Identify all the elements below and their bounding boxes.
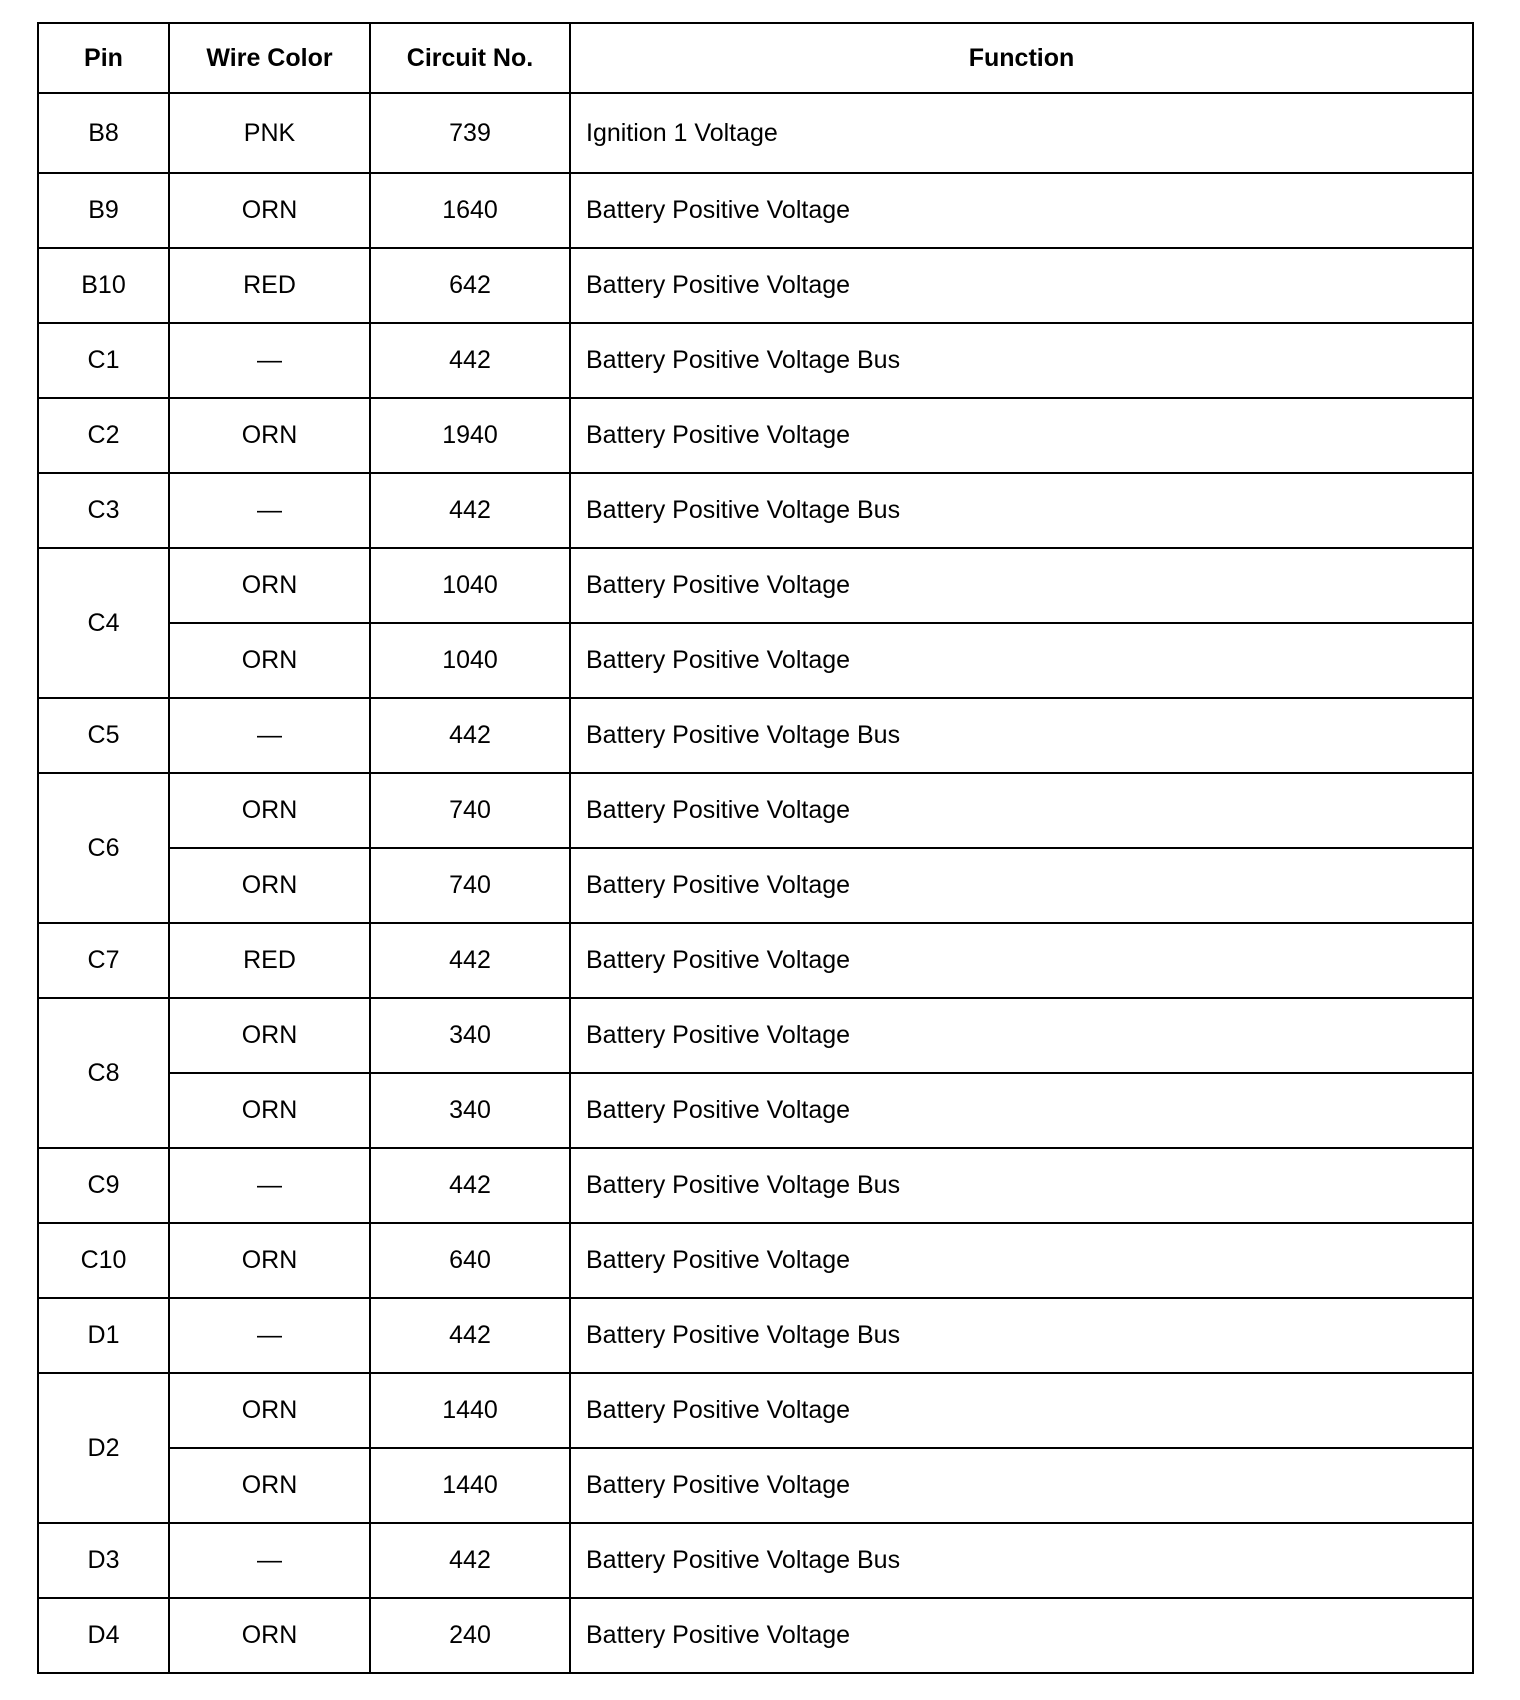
pin-cell: C4	[38, 548, 169, 698]
wire-color-cell: RED	[169, 248, 370, 323]
table-row	[38, 173, 1473, 248]
table-row	[38, 323, 1473, 398]
wire-color-cell: ORN	[169, 548, 370, 623]
wire-color-cell: ORN	[169, 1223, 370, 1298]
pin-cell: C3	[38, 473, 169, 548]
function-cell: Battery Positive Voltage	[570, 173, 1473, 248]
pin-cell: C2	[38, 398, 169, 473]
circuit-cell: 740	[370, 848, 570, 923]
circuit-cell: 442	[370, 1298, 570, 1373]
pin-cell: D3	[38, 1523, 169, 1598]
circuit-cell: 442	[370, 323, 570, 398]
circuit-cell: 442	[370, 698, 570, 773]
pin-cell: D2	[38, 1373, 169, 1523]
wire-color-cell: ORN	[169, 998, 370, 1073]
circuit-cell: 739	[370, 93, 570, 173]
function-cell: Battery Positive Voltage Bus	[570, 1523, 1473, 1598]
function-cell: Battery Positive Voltage	[570, 1373, 1473, 1448]
table-header	[38, 23, 1473, 93]
table-row	[38, 623, 1473, 698]
wire-color-cell: ORN	[169, 173, 370, 248]
circuit-cell: 340	[370, 1073, 570, 1148]
function-cell: Battery Positive Voltage Bus	[570, 473, 1473, 548]
table-row	[38, 1223, 1473, 1298]
table-row	[38, 93, 1473, 173]
table-row	[38, 698, 1473, 773]
header-wire-color: Wire Color	[169, 23, 370, 93]
wire-color-cell: ORN	[169, 1373, 370, 1448]
circuit-cell: 642	[370, 248, 570, 323]
wire-color-cell: —	[169, 473, 370, 548]
circuit-cell: 442	[370, 923, 570, 998]
circuit-cell: 1640	[370, 173, 570, 248]
table-row	[38, 923, 1473, 998]
wire-color-cell: —	[169, 1148, 370, 1223]
wire-color-cell: ORN	[169, 623, 370, 698]
circuit-cell: 1440	[370, 1373, 570, 1448]
wire-color-cell: RED	[169, 923, 370, 998]
wire-color-cell: PNK	[169, 93, 370, 173]
function-cell: Battery Positive Voltage	[570, 1598, 1473, 1673]
function-cell: Battery Positive Voltage	[570, 623, 1473, 698]
circuit-cell: 1440	[370, 1448, 570, 1523]
circuit-cell: 1040	[370, 548, 570, 623]
circuit-cell: 1940	[370, 398, 570, 473]
function-cell: Battery Positive Voltage Bus	[570, 1148, 1473, 1223]
wire-color-cell: —	[169, 323, 370, 398]
circuit-cell: 442	[370, 1148, 570, 1223]
header-circuit-no: Circuit No.	[370, 23, 570, 93]
wire-color-cell: ORN	[169, 1073, 370, 1148]
function-cell: Battery Positive Voltage Bus	[570, 1298, 1473, 1373]
table-row	[38, 1148, 1473, 1223]
circuit-cell: 442	[370, 473, 570, 548]
function-cell: Battery Positive Voltage	[570, 1448, 1473, 1523]
pin-cell: C5	[38, 698, 169, 773]
function-cell: Battery Positive Voltage	[570, 548, 1473, 623]
circuit-cell: 1040	[370, 623, 570, 698]
table-body	[38, 93, 1473, 1673]
pin-cell: D4	[38, 1598, 169, 1673]
wire-color-cell: —	[169, 1523, 370, 1598]
table-row	[38, 848, 1473, 923]
pin-cell: C8	[38, 998, 169, 1148]
table-row	[38, 1523, 1473, 1598]
table-row	[38, 248, 1473, 323]
table-row	[38, 1448, 1473, 1523]
circuit-cell: 740	[370, 773, 570, 848]
circuit-cell: 442	[370, 1523, 570, 1598]
wire-color-cell: —	[169, 1298, 370, 1373]
circuit-cell: 240	[370, 1598, 570, 1673]
header-pin: Pin	[38, 23, 169, 93]
header-function: Function	[570, 23, 1473, 93]
pin-cell: D1	[38, 1298, 169, 1373]
wire-color-cell: ORN	[169, 1598, 370, 1673]
pin-cell: C9	[38, 1148, 169, 1223]
pin-cell: C6	[38, 773, 169, 923]
function-cell: Battery Positive Voltage	[570, 773, 1473, 848]
function-cell: Battery Positive Voltage	[570, 998, 1473, 1073]
table-row	[38, 1373, 1473, 1448]
function-cell: Battery Positive Voltage	[570, 923, 1473, 998]
wire-color-cell: ORN	[169, 848, 370, 923]
pin-cell: C7	[38, 923, 169, 998]
function-cell: Ignition 1 Voltage	[570, 93, 1473, 173]
pin-cell: B8	[38, 93, 169, 173]
wire-color-cell: ORN	[169, 398, 370, 473]
pin-cell: B10	[38, 248, 169, 323]
header-row	[38, 23, 1473, 93]
function-cell: Battery Positive Voltage	[570, 248, 1473, 323]
table-row	[38, 998, 1473, 1073]
table-row	[38, 548, 1473, 623]
table-row	[38, 398, 1473, 473]
table-row	[38, 1298, 1473, 1373]
pin-cell: C10	[38, 1223, 169, 1298]
function-cell: Battery Positive Voltage	[570, 1223, 1473, 1298]
function-cell: Battery Positive Voltage	[570, 398, 1473, 473]
circuit-cell: 640	[370, 1223, 570, 1298]
connector-pinout-table	[37, 22, 1474, 1674]
function-cell: Battery Positive Voltage	[570, 1073, 1473, 1148]
function-cell: Battery Positive Voltage Bus	[570, 323, 1473, 398]
function-cell: Battery Positive Voltage Bus	[570, 698, 1473, 773]
table-row	[38, 473, 1473, 548]
wire-color-cell: ORN	[169, 1448, 370, 1523]
function-cell: Battery Positive Voltage	[570, 848, 1473, 923]
table-row	[38, 1073, 1473, 1148]
table-row	[38, 1598, 1473, 1673]
circuit-cell: 340	[370, 998, 570, 1073]
wire-color-cell: ORN	[169, 773, 370, 848]
pin-cell: C1	[38, 323, 169, 398]
table-row	[38, 773, 1473, 848]
pin-cell: B9	[38, 173, 169, 248]
wire-color-cell: —	[169, 698, 370, 773]
